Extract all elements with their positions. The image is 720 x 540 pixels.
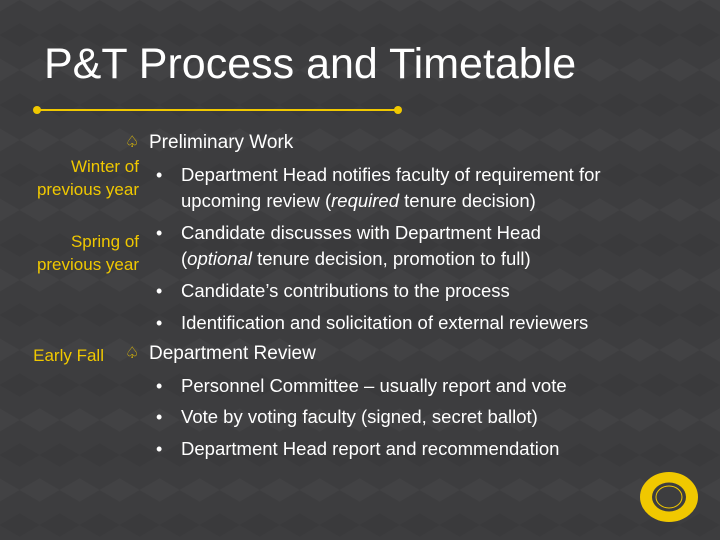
bullet-icon: •: [156, 281, 163, 301]
timeline-label-spring-line1: Spring of: [70, 232, 139, 251]
bullet-icon: •: [156, 376, 163, 396]
bullet-icon: •: [156, 165, 163, 185]
bullet-text-part: upcoming review (: [181, 190, 332, 211]
bullet-text: Department Head report and recommendation: [181, 438, 560, 459]
bullet-text: Department Head notifies faculty of requirement for: [181, 164, 601, 185]
bullet-icon: •: [156, 439, 163, 459]
university-o-logo-icon: [638, 469, 700, 525]
timeline-label-early-fall: Early Fall: [33, 346, 104, 365]
bullet-text-part: tenure decision): [399, 190, 536, 211]
bullet-icon: •: [156, 223, 163, 243]
bullet-text: Candidate’s contributions to the process: [181, 280, 510, 301]
title-underline-left-dot: [33, 106, 41, 114]
title-underline: [36, 109, 398, 111]
bullet-text-continued: [181, 247, 531, 271]
bullet-text: Vote by voting faculty (signed, secret ballot): [181, 406, 538, 427]
section-heading-department-review: Department Review: [149, 343, 316, 364]
timeline-label-winter: [0, 155, 139, 201]
timeline-label-winter-line2: previous year: [36, 180, 139, 199]
bullet-text-emphasis: required: [331, 190, 400, 211]
title-underline-right-dot: [394, 106, 402, 114]
bullet-icon: •: [156, 407, 163, 427]
section-heading-preliminary: Preliminary Work: [149, 132, 294, 153]
timeline-label-spring-line2: previous year: [36, 255, 139, 274]
slide-title: P&T Process and Timetable: [44, 40, 577, 88]
timeline-label-winter-line1: Winter of: [70, 157, 139, 176]
bullet-text: Candidate discusses with Department Head: [181, 222, 541, 243]
diamond-outline-icon: ♤: [125, 134, 140, 151]
bullet-text-part: (: [181, 248, 188, 269]
timeline-label-spring: [0, 230, 139, 276]
bullet-text-emphasis: optional: [187, 248, 252, 269]
bullet-text-continued: [181, 189, 536, 213]
bullet-text-part: tenure decision, promotion to full): [251, 248, 531, 269]
diamond-outline-icon: ♤: [125, 345, 140, 362]
bullet-icon: •: [156, 313, 163, 333]
bullet-text: Identification and solicitation of external reviewers: [181, 312, 589, 333]
bullet-text: Personnel Committee – usually report and vote: [181, 375, 567, 396]
